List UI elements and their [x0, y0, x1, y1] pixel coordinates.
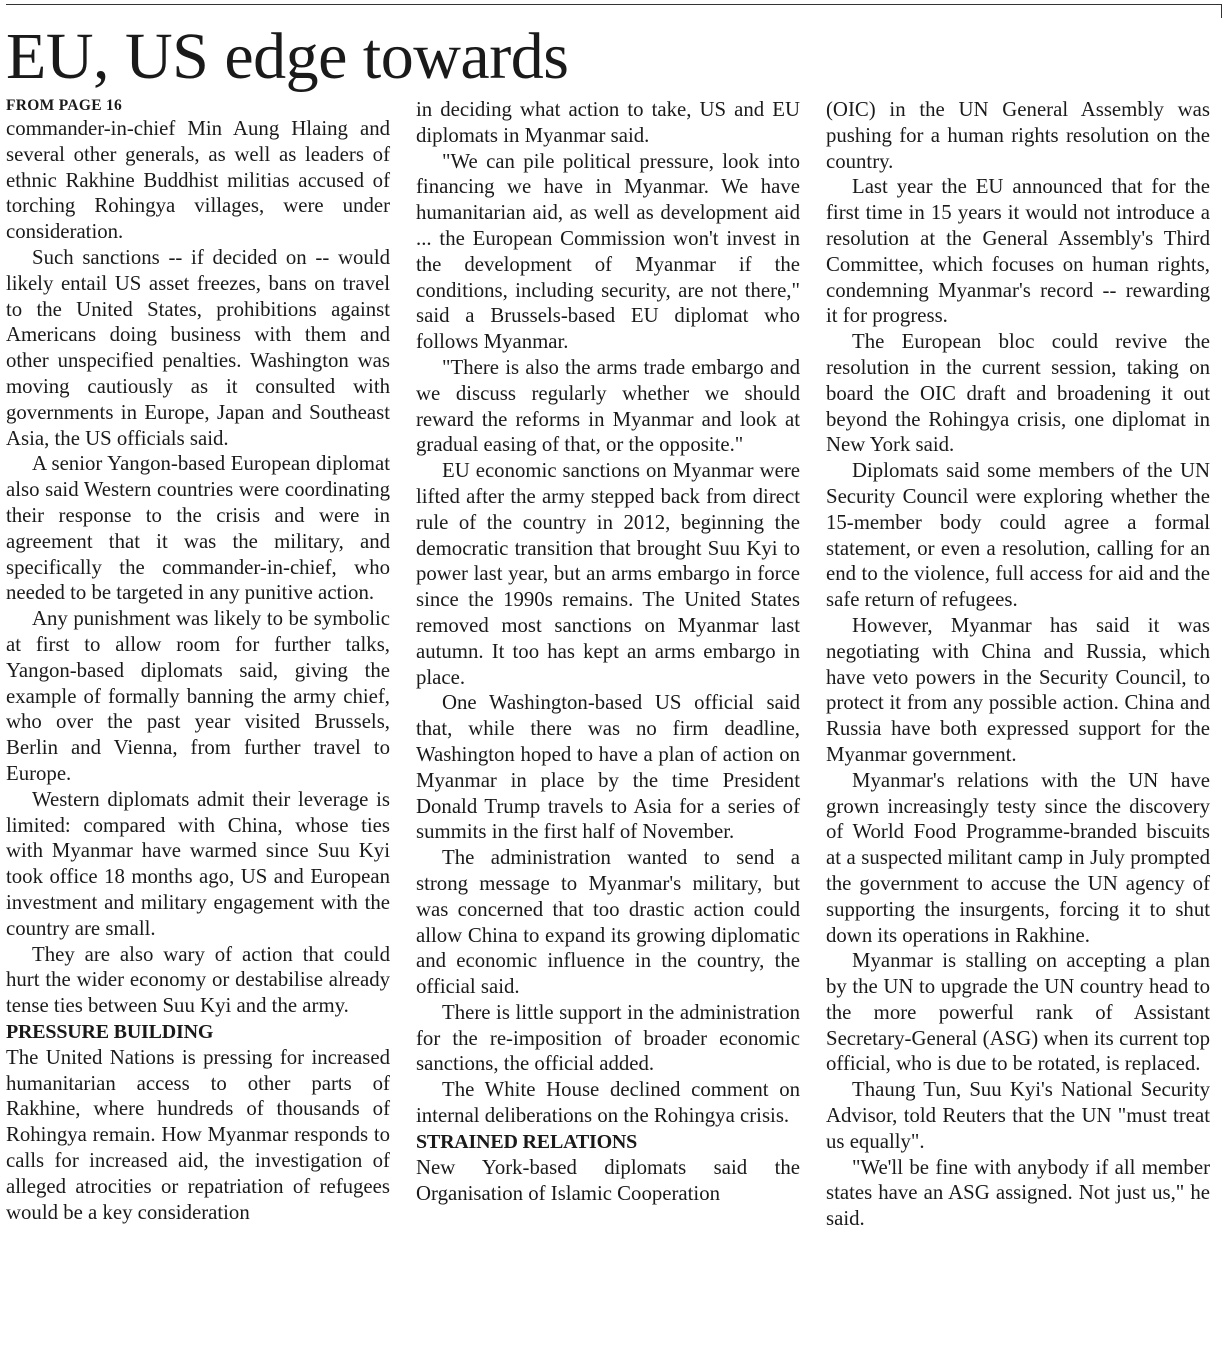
column2-paragraph-5: The administration wanted to send a strong message to Myanmar's military, but was concerned that too drastic action could allow China to expand its growing diplomatic and economic influence in the country, the official said.	[416, 846, 800, 999]
top-rule	[6, 4, 1222, 5]
column3-paragraph-8: "We'll be fine with anybody if all member states have an ASG assigned. Not just us," he said.	[826, 1155, 1210, 1231]
article-column-2	[416, 97, 800, 1206]
column3-paragraph-4: However, Myanmar has said it was negotiating with China and Russia, which have veto powers in the Security Council, to protect it from any possible action. China and Russia have both expressed support for the Myanmar government.	[826, 613, 1210, 766]
column2-paragraph-6: There is little support in the administration for the re-imposition of broader economic sanctions, the official added.	[416, 1000, 800, 1076]
column3-paragraph-2: The European bloc could revive the resolution in the current session, taking on board the OIC draft and broadening it out beyond the Rohingya crisis, one diplomat in New York said.	[826, 330, 1210, 457]
column3-paragraph-5: Myanmar's relations with the UN have grown increasingly testy since the discovery of World Food Programme-branded biscuits at a suspected militant camp in July prompted the government to accuse the UN agency of supporting the insurgents, forcing it to shut down its operations in Rakhine.	[826, 768, 1210, 947]
column1-paragraph-3: A senior Yangon-based European diplomat also said Western countries were coordinating their response to the crisis and were in agreement that it was the military, and specifically the commander-in-chief, who needed to be targeted in any punitive action.	[6, 452, 390, 605]
subhead-strained-relations: STRAINED RELATIONS	[416, 1130, 638, 1153]
article-column-1	[6, 96, 390, 1225]
column1-paragraph-2: Such sanctions -- if decided on -- would likely entail US asset freezes, bans on travel to the United States, prohibitions against Americans doing business with them and other unspecified penalties. Washington was moving cautiously as it consulted with governments in Europe, Japan and Southeast Asia, the US officials said.	[6, 245, 390, 450]
column2-paragraph-8: New York-based diplomats said the Organisation of Islamic Cooperation	[416, 1155, 800, 1205]
column1-paragraph-5: Western diplomats admit their leverage is limited: compared with China, whose ties with Myanmar have warmed since Suu Kyi took office 18 months ago, US and European investment and military engagement with the country are small.	[6, 787, 390, 940]
column3-paragraph-7: Thaung Tun, Suu Kyi's National Security Advisor, told Reuters that the UN "must treat us equally".	[826, 1078, 1210, 1153]
jump-label: FROM PAGE 16	[6, 97, 123, 114]
column2-paragraph-1: "We can pile political pressure, look into financing we have in Myanmar. We have humanitarian aid, as well as development aid ... the European Commission won't invest in the development of Myanmar if the conditions, including security, are not there," said a Brussels-based EU diplomat who follows Myanmar.	[416, 149, 800, 354]
column1-paragraph-1: commander-in-chief Min Aung Hlaing and several other generals, as well as leaders of ethnic Rakhine Buddhist militias accused of torching Rohingya villages, were under consideration.	[6, 117, 390, 244]
column3-paragraph-1: Last year the EU announced that for the first time in 15 years it would not introduce a resolution at the General Assembly's Third Committee, which focuses on human rights, condemning Myanmar's record -- rewarding it for progress.	[826, 175, 1210, 328]
column2-paragraph-4: One Washington-based US official said that, while there was no firm deadline, Washington hoped to have a plan of action on Myanmar in place by the time President Donald Trump travels to Asia for a series of summits in the first half of November.	[416, 691, 800, 844]
column3-paragraph-3: Diplomats said some members of the UN Security Council were exploring whether the 15-member body could agree a formal statement, or even a resolution, calling for an end to the violence, full access for aid and the safe return of refugees.	[826, 459, 1210, 612]
column3-paragraph-6: Myanmar is stalling on accepting a plan by the UN to upgrade the UN country head to the more powerful rank of Assistant Secretary-General (ASG) when its current top official, who is due to be rotated, is replaced.	[826, 949, 1210, 1076]
corner-rule	[1221, 4, 1222, 18]
column2-paragraph-7: The White House declined comment on internal deliberations on the Rohingya crisis.	[416, 1078, 800, 1128]
headline: EU, US edge towards	[6, 20, 569, 93]
subhead-pressure-building: PRESSURE BUILDING	[6, 1020, 214, 1043]
column1-paragraph-6: They are also wary of action that could hurt the wider economy or destabilise already tense ties between Suu Kyi and the army.	[6, 942, 390, 1018]
column3-lead: (OIC) in the UN General Assembly was pushing for a human rights resolution on the country.	[826, 98, 1210, 173]
article-column-3	[826, 97, 1210, 1232]
column1-paragraph-7: The United Nations is pressing for increased humanitarian access to other parts of Rakhine, where hundreds of thousands of Rohingya remain. How Myanmar responds to calls for increased aid, the investigation of alleged atrocities or repatriation of refugees would be a key consideration	[6, 1045, 390, 1224]
column1-paragraph-4: Any punishment was likely to be symbolic at first to allow room for further talks, Yangon-based diplomats said, giving the example of formally banning the army chief, who over the past year visited Brussels, Berlin and Vienna, from further travel to Europe.	[6, 607, 390, 785]
column2-paragraph-2: "There is also the arms trade embargo and we discuss regularly whether we should reward the reforms in Myanmar and look at gradual easing of that, or the opposite."	[416, 355, 800, 457]
column2-lead: in deciding what action to take, US and EU diplomats in Myanmar said.	[416, 98, 800, 147]
column2-paragraph-3: EU economic sanctions on Myanmar were lifted after the army stepped back from direct rule of the country in 2012, beginning the democratic transition that brought Suu Kyi to power last year, but an arms embargo in force since the 1990s remains. The United States removed most sanctions on Myanmar last autumn. It too has kept an arms embargo in place.	[416, 459, 800, 689]
